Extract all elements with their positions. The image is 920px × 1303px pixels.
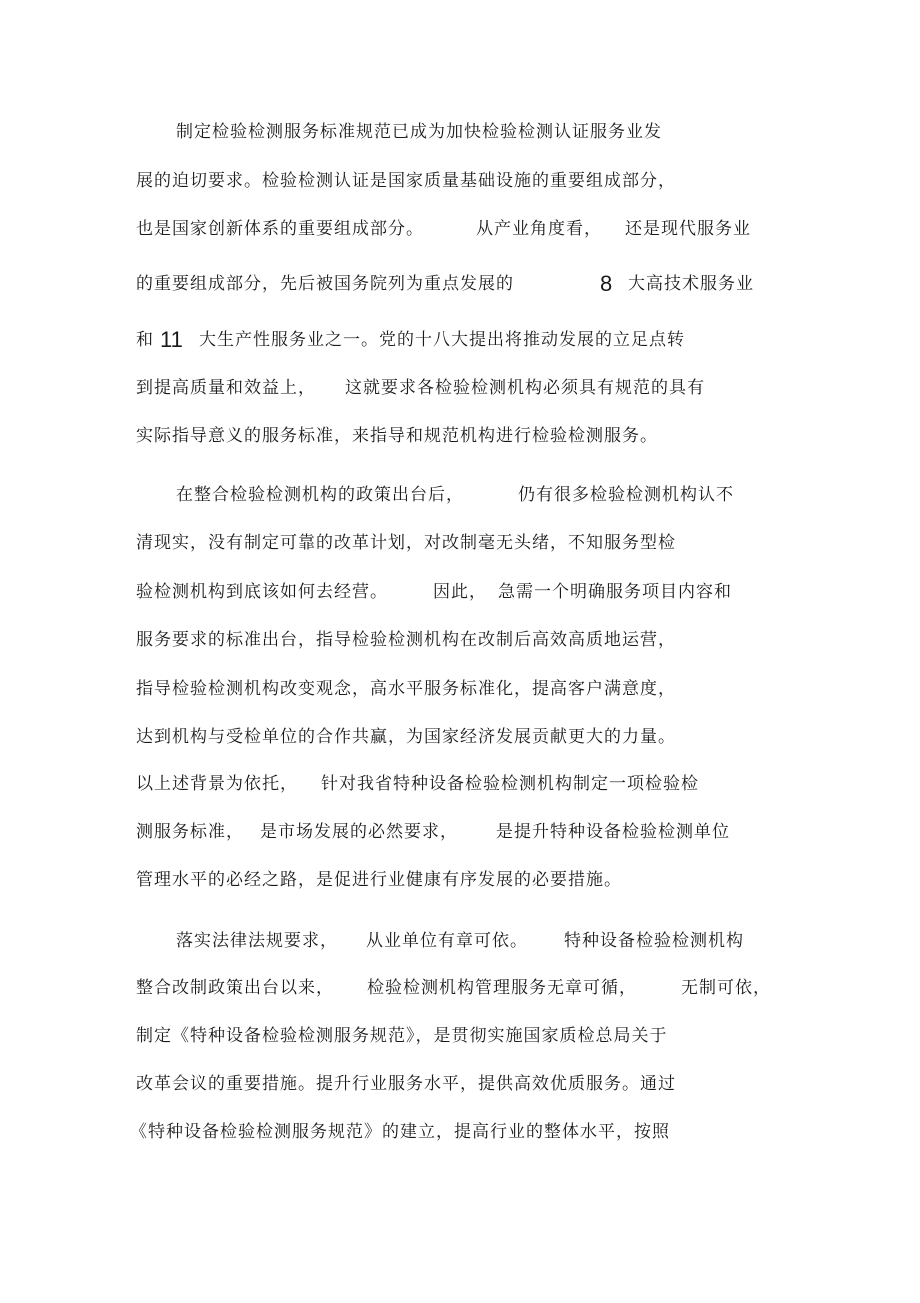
text-line <box>0 1069 676 1099</box>
text-segment: 无制可依， <box>681 978 771 998</box>
number-text: 8 <box>600 271 613 296</box>
text-line <box>0 926 744 956</box>
number-text: 11 <box>160 327 183 352</box>
text-segment: 制定检验检测服务标准规范已成为加快检验检测认证服务业发 <box>176 122 662 142</box>
text-segment: 还是现代服务业 <box>625 219 751 239</box>
text-segment: 从业单位有章可依。 <box>366 931 528 951</box>
text-segment: 的重要组成部分，先后被国务院列为重点发展的 <box>136 274 514 294</box>
text-line <box>0 528 676 558</box>
text-line <box>0 325 685 355</box>
text-segment: 改革会议的重要措施。提升行业服务水平，提供高效优质服务。通过 <box>136 1074 676 1094</box>
text-segment: 实际指导意义的服务标准，来指导和规范机构进行检验检测服务。 <box>136 426 658 446</box>
text-segment: 清现实，没有制定可靠的改革计划，对改制毫无头绪，不知服务型检 <box>136 533 676 553</box>
text-segment: 管理水平的必经之路，是促进行业健康有序发展的必要措施。 <box>136 870 622 890</box>
text-line <box>0 117 662 147</box>
text-segment: 是市场发展的必然要求， <box>260 822 458 842</box>
text-segment: 服务要求的标准出台，指导检验检测机构在改制后高效高质地运营， <box>136 630 676 650</box>
text-segment: 落实法律法规要求， <box>176 931 338 951</box>
text-segment: 也是国家创新体系的重要组成部分。 <box>136 219 424 239</box>
text-line <box>0 1021 668 1051</box>
text-segment: 检验检测机构管理服务无章可循， <box>367 978 637 998</box>
text-line <box>0 625 676 655</box>
text-segment: 整合改制政策出台以来， <box>136 978 334 998</box>
text-line <box>0 1117 670 1147</box>
text-segment: 到提高质量和效益上， <box>136 378 316 398</box>
text-line <box>0 674 676 704</box>
text-segment: 因此， <box>433 582 487 602</box>
text-segment: 以上述背景为依托， <box>136 774 298 794</box>
text-segment: 急需一个明确服务项目内容和 <box>498 582 732 602</box>
text-segment: 制定《特种设备检验检测服务规范》，是贯彻实施国家质检总局关于 <box>136 1026 668 1046</box>
text-segment: 《特种设备检验检测服务规范》的建立，提高行业的整体水平，按照 <box>130 1122 670 1142</box>
text-segment: 特种设备检验检测机构 <box>564 931 744 951</box>
text-line <box>0 269 754 299</box>
text-line <box>0 577 732 607</box>
text-segment: 和 <box>136 330 154 350</box>
text-segment: 测服务标准， <box>136 822 244 842</box>
text-segment: 在整合检验检测机构的政策出台后， <box>176 485 464 505</box>
text-line <box>0 817 730 847</box>
text-segment: 是提升特种设备检验检测单位 <box>496 822 730 842</box>
text-segment: 大高技术服务业 <box>628 274 754 294</box>
text-segment: 仍有很多检验检测机构认不 <box>518 485 734 505</box>
text-line <box>0 722 676 752</box>
text-line <box>0 769 699 799</box>
text-segment: 从产业角度看， <box>476 219 602 239</box>
text-segment: 针对我省特种设备检验检测机构制定一项检验检 <box>321 774 699 794</box>
text-segment: 这就要求各检验检测机构必须具有规范的具有 <box>345 378 705 398</box>
text-line <box>0 214 751 244</box>
text-segment: 达到机构与受检单位的合作共赢，为国家经济发展贡献更大的力量。 <box>136 727 676 747</box>
text-line <box>0 166 676 196</box>
text-line <box>0 480 734 510</box>
text-line <box>0 865 622 895</box>
text-line <box>0 973 771 1003</box>
text-segment: 展的迫切要求。检验检测认证是国家质量基础设施的重要组成部分， <box>136 171 676 191</box>
text-segment: 指导检验检测机构改变观念，高水平服务标准化，提高客户满意度， <box>136 679 676 699</box>
text-line <box>0 373 705 403</box>
text-line <box>0 421 658 451</box>
text-segment: 大生产性服务业之一。党的十八大提出将推动发展的立足点转 <box>199 330 685 350</box>
text-segment: 验检测机构到底该如何去经营。 <box>136 582 388 602</box>
